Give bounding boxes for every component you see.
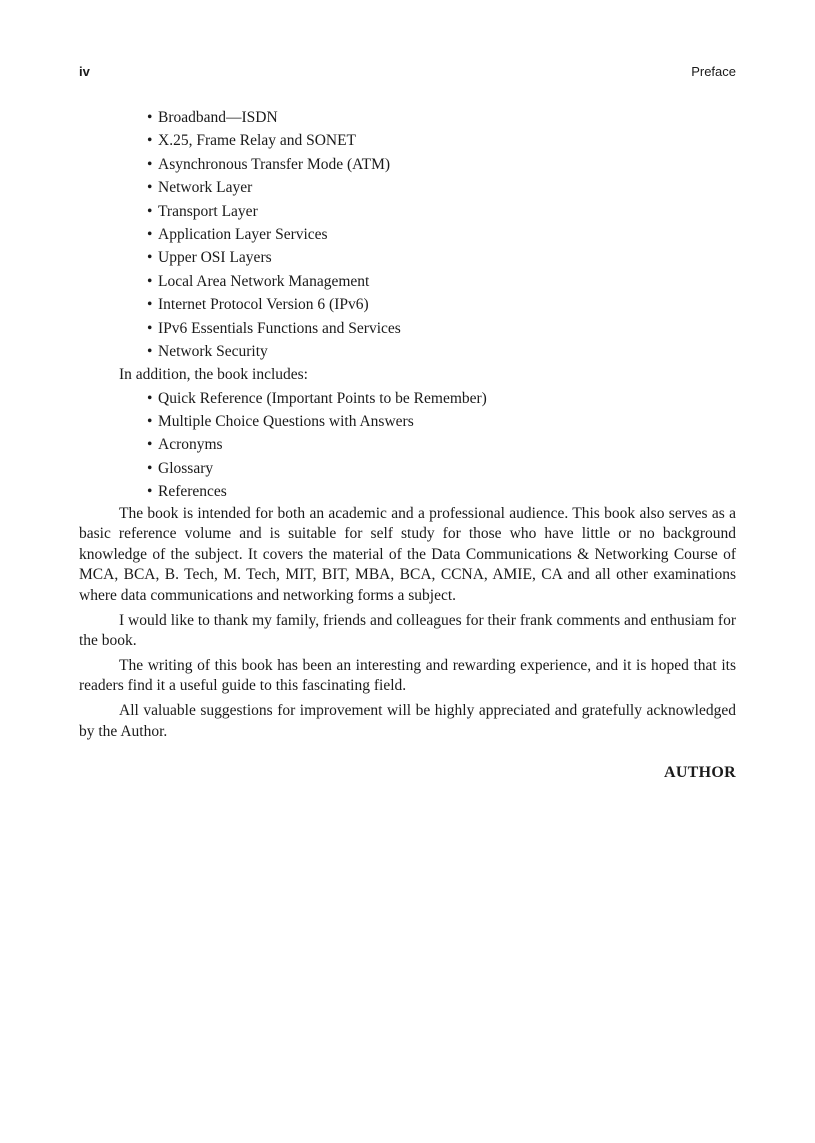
bullet-icon: • bbox=[147, 342, 153, 360]
list-item: • References bbox=[147, 480, 736, 503]
bullet-icon: • bbox=[147, 296, 153, 314]
bullet-icon: • bbox=[147, 225, 153, 243]
list-item: • IPv6 Essentials Functions and Services bbox=[147, 317, 736, 340]
author-signature: AUTHOR bbox=[663, 764, 736, 782]
bullet-icon: • bbox=[147, 155, 153, 173]
list-item: • Broadband—ISDN bbox=[147, 106, 736, 129]
list-item: • Acronyms bbox=[147, 433, 736, 456]
list-item: • Asynchronous Transfer Mode (ATM) bbox=[147, 153, 736, 176]
bullet-icon: • bbox=[147, 179, 153, 197]
paragraph-experience: The writing of this book has been an interesting and rewarding experience, and it is hoped that its readers find it a useful guide to this fascinating field. bbox=[79, 656, 736, 695]
paragraph-thanks: I would like to thank my family, friends and colleagues for their frank comments and enthusiam for the book. bbox=[79, 611, 736, 650]
list-item: • Multiple Choice Questions with Answers bbox=[147, 410, 736, 433]
section-title: Preface bbox=[691, 64, 736, 79]
list-item: • Upper OSI Layers bbox=[147, 246, 736, 269]
bullet-icon: • bbox=[147, 389, 153, 407]
list-item: • Quick Reference (Important Points to be Remember) bbox=[147, 387, 736, 410]
includes-list bbox=[79, 387, 736, 504]
list-item: • Network Security bbox=[147, 340, 736, 363]
list-item: • Glossary bbox=[147, 457, 736, 480]
list-item: • Network Layer bbox=[147, 176, 736, 199]
page-number: iv bbox=[79, 64, 90, 79]
running-header bbox=[79, 64, 736, 82]
paragraph-audience: The book is intended for both an academic and a professional audience. This book also serves as a basic reference volume and is suitable for self study for those who have little or no background knowledge of the subject. It covers the material of the Data Communications & Networking Course of MCA, BCA, B. Tech, M. Tech, MIT, BIT, MBA, BCA, CCNA, AMIE, CA and all other examinations where data communications and networking forms a subject. bbox=[79, 504, 736, 605]
list-item: • Application Layer Services bbox=[147, 223, 736, 246]
bullet-icon: • bbox=[147, 202, 153, 220]
bullet-icon: • bbox=[147, 459, 153, 477]
list-item: • Transport Layer bbox=[147, 200, 736, 223]
page-body bbox=[79, 106, 736, 782]
list-item: • Internet Protocol Version 6 (IPv6) bbox=[147, 293, 736, 316]
bullet-icon: • bbox=[147, 413, 153, 431]
topics-list bbox=[79, 106, 736, 363]
includes-intro: In addition, the book includes: bbox=[119, 366, 308, 384]
list-item: • Local Area Network Management bbox=[147, 270, 736, 293]
bullet-icon: • bbox=[147, 483, 153, 501]
list-item: • X.25, Frame Relay and SONET bbox=[147, 129, 736, 152]
bullet-icon: • bbox=[147, 132, 153, 150]
bullet-icon: • bbox=[147, 319, 153, 337]
bullet-icon: • bbox=[147, 436, 153, 454]
bullet-icon: • bbox=[147, 249, 153, 267]
bullet-icon: • bbox=[147, 272, 153, 290]
bullet-icon: • bbox=[147, 109, 153, 126]
paragraph-suggestions: All valuable suggestions for improvement will be highly appreciated and gratefully acknowledged by the Author. bbox=[79, 701, 736, 740]
